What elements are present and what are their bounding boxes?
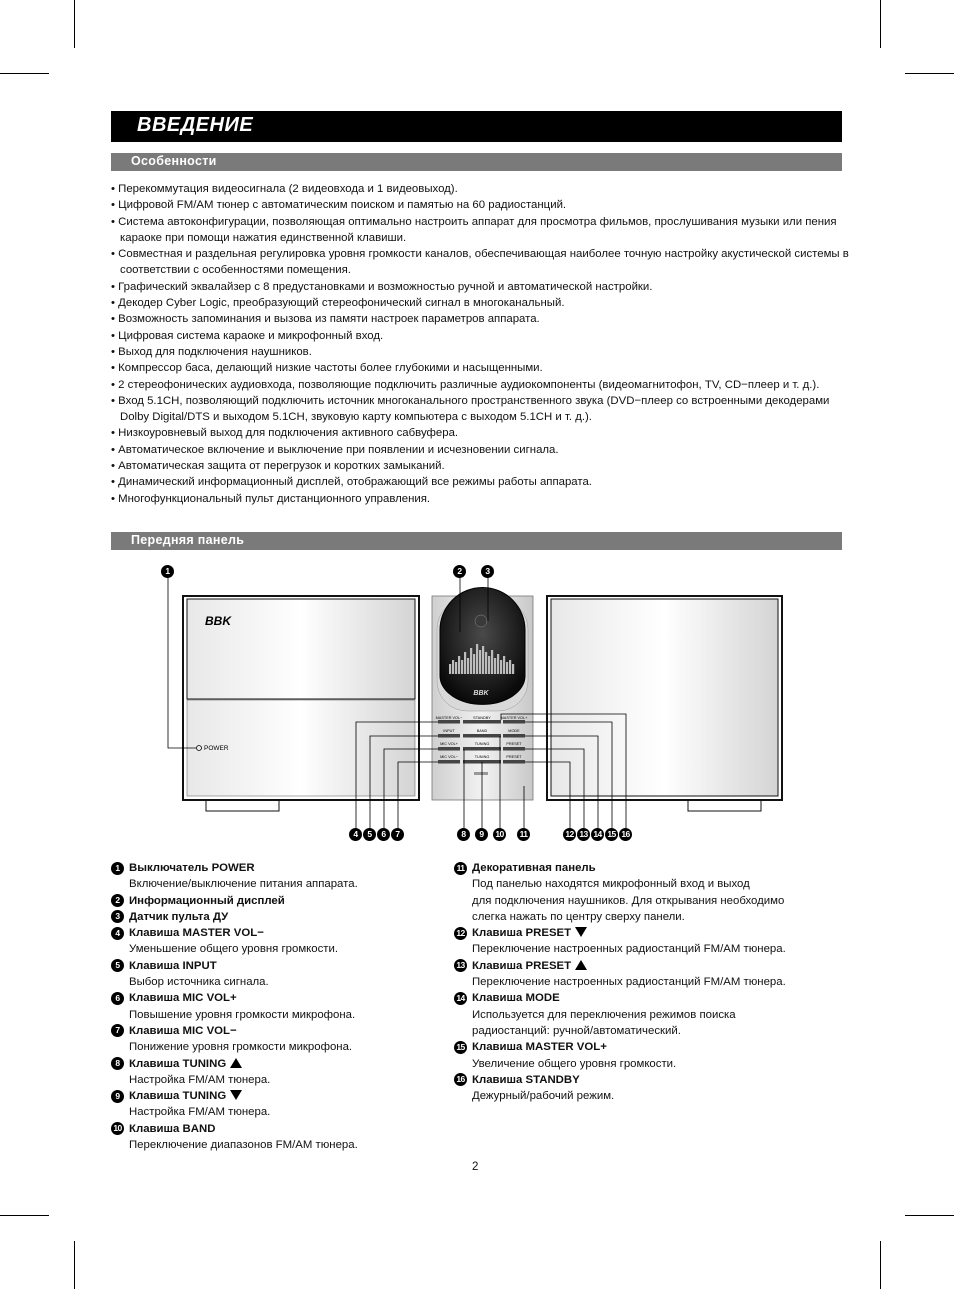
desc-title-text: Клавиша TUNING — [129, 1090, 227, 1103]
callout-5: 5 — [363, 828, 376, 841]
desc-text: Под панелью находятся микрофонный вход и выход — [472, 878, 750, 891]
desc-callout: 4 — [111, 927, 124, 940]
desc-text: Выбор источника сигнала. — [129, 976, 269, 989]
description-item — [454, 860, 874, 925]
callout-3: 3 — [481, 565, 494, 578]
desc-callout: 6 — [111, 992, 124, 1005]
desc-callout: 3 — [111, 910, 124, 923]
desc-title: Клавиша MASTER VOL− — [129, 927, 264, 940]
desc-title: Клавиша BAND — [129, 1122, 216, 1135]
desc-text: Включение/выключение питания аппарата. — [129, 878, 358, 891]
standby-button[interactable] — [463, 720, 501, 724]
triangle-up-icon — [575, 960, 587, 970]
desc-callout: 7 — [111, 1024, 124, 1037]
desc-title: Клавиша MASTER VOL+ — [472, 1041, 607, 1054]
desc-callout: 14 — [454, 992, 467, 1005]
description-item — [111, 860, 451, 893]
callout-2: 2 — [453, 565, 466, 578]
desc-callout: 8 — [111, 1057, 124, 1070]
front-panel-section-title: Передняя панель — [131, 533, 245, 547]
feature-item: • Автоматическое включение и выключение при появлении и исчезновении сигнала. — [111, 442, 851, 458]
band-button[interactable] — [463, 734, 501, 738]
desc-text: для подключения наушников. Для открывания необходимо — [472, 894, 785, 907]
mic-vol-minus-label: MIC VOL− — [440, 755, 458, 759]
desc-text: Понижение уровня громкости микрофона. — [129, 1041, 353, 1054]
callout-1: 1 — [161, 565, 174, 578]
feature-item: • Компрессор баса, делающий низкие частоты более глубокими и насыщенными. — [111, 360, 851, 376]
input-label: INPUT — [443, 729, 455, 733]
master-vol-plus-button[interactable] — [503, 720, 525, 724]
preset-down-label: PRESET — [506, 755, 522, 759]
callout-8: 8 — [457, 828, 470, 841]
power-label: POWER — [204, 745, 229, 752]
descriptions-left — [111, 860, 451, 1153]
feature-item: • Многофункциональный пульт дистанционного управления. — [111, 491, 851, 507]
desc-title-text: Клавиша PRESET — [472, 927, 572, 940]
desc-text: Увеличение общего уровня громкости. — [472, 1057, 677, 1070]
description-item — [111, 1023, 451, 1056]
callout-11: 11 — [517, 828, 530, 841]
desc-callout: 16 — [454, 1073, 467, 1086]
desc-callout: 9 — [111, 1090, 124, 1103]
desc-callout: 13 — [454, 959, 467, 972]
preset-down-button[interactable] — [503, 760, 525, 764]
desc-callout: 12 — [454, 927, 467, 940]
description-item — [454, 925, 874, 958]
feature-item: • Цифровая система караоке и микрофонный вход. — [111, 328, 851, 344]
descriptions-right — [454, 860, 874, 1104]
description-item — [111, 925, 451, 958]
desc-title: Клавиша INPUT — [129, 959, 217, 972]
desc-title: Датчик пульта ДУ — [129, 910, 229, 923]
desc-text: Настройка FM/AM тюнера. — [129, 1106, 271, 1119]
feature-item: • 2 стереофонических аудиовхода, позволяющие подключить различные аудиокомпоненты (видеомагнитофон, TV, CD−плеер и т. д.). — [111, 377, 851, 393]
desc-callout: 15 — [454, 1041, 467, 1054]
triangle-down-icon — [230, 1090, 242, 1100]
tuning-up-button[interactable] — [463, 747, 501, 751]
mode-label: MODE — [508, 729, 520, 733]
feature-item: • Возможность запоминания и вызова из памяти настроек параметров аппарата. — [111, 311, 851, 327]
mic-vol-minus-button[interactable] — [438, 760, 460, 764]
desc-text: слегка нажать по центру сверху панели. — [472, 910, 685, 923]
callout-7: 7 — [391, 828, 404, 841]
desc-title-text: Клавиша PRESET — [472, 959, 572, 972]
page-number: 2 — [472, 1161, 479, 1173]
feature-item: • Выход для подключения наушников. — [111, 344, 851, 360]
callout-6: 6 — [377, 828, 390, 841]
description-item — [111, 990, 451, 1023]
desc-text: радиостанций: ручной/автоматический. — [472, 1024, 681, 1037]
desc-title — [472, 925, 874, 941]
decorative-panel-slot — [474, 772, 488, 775]
desc-title: Клавиша STANDBY — [472, 1073, 580, 1086]
master-vol-minus-button[interactable] — [438, 720, 460, 724]
desc-title: Клавиша MIC VOL+ — [129, 992, 237, 1005]
callout-15: 15 — [605, 828, 618, 841]
description-item — [454, 958, 874, 991]
desc-title: Клавиша MODE — [472, 992, 560, 1005]
description-item — [111, 1121, 451, 1154]
callout-12: 12 — [563, 828, 576, 841]
tuning-down-label: TUNING — [474, 755, 490, 759]
feature-item: • Низкоуровневый выход для подключения активного сабвуфера. — [111, 425, 851, 441]
feature-item: • Динамический информационный дисплей, отображающий все режимы работы аппарата. — [111, 474, 851, 490]
desc-title: Выключатель POWER — [129, 862, 255, 874]
information-display — [440, 588, 525, 705]
callout-13: 13 — [577, 828, 590, 841]
desc-text: Переключение диапазонов FM/AM тюнера. — [129, 1139, 358, 1152]
tuning-up-label: TUNING — [474, 742, 490, 746]
feature-item: • Цифровой FM/AM тюнер с автоматическим поиском и памятью на 60 радиостанций. — [111, 197, 851, 213]
crop-mark — [74, 1241, 75, 1289]
desc-callout: 5 — [111, 959, 124, 972]
desc-text: Переключение настроенных радиостанций FM/AM тюнера. — [472, 976, 786, 989]
preset-up-label: PRESET — [506, 742, 522, 746]
desc-title: Декоративная панель — [472, 862, 596, 874]
brand-logo-display: BBK — [473, 690, 489, 697]
input-button[interactable] — [438, 734, 460, 738]
callout-14: 14 — [591, 828, 604, 841]
desc-text: Используется для переключения режимов поиска — [472, 1008, 736, 1021]
feature-item: • Перекоммутация видеосигнала (2 видеовхода и 1 видеовыход). — [111, 181, 851, 197]
crop-mark — [905, 1215, 954, 1216]
desc-title-text: Клавиша TUNING — [129, 1057, 227, 1070]
desc-text: Уменьшение общего уровня громкости. — [129, 943, 339, 956]
desc-callout: 10 — [111, 1122, 124, 1135]
desc-title: Клавиша MIC VOL− — [129, 1024, 237, 1037]
description-item — [111, 958, 451, 991]
band-label: BAND — [476, 729, 488, 733]
desc-text: Настройка FM/AM тюнера. — [129, 1073, 271, 1086]
mode-button[interactable] — [503, 734, 525, 738]
right-unit-panel — [551, 599, 778, 796]
description-item — [111, 893, 451, 909]
description-item — [454, 1039, 874, 1072]
desc-callout: 1 — [111, 862, 124, 875]
standby-button-label: STANDBY — [473, 716, 491, 720]
triangle-down-icon — [575, 927, 587, 937]
brand-logo-left: BBK — [205, 614, 231, 628]
desc-title — [129, 1088, 451, 1104]
description-item — [454, 1072, 874, 1105]
description-item — [111, 909, 451, 925]
mic-vol-plus-button[interactable] — [438, 747, 460, 751]
features-section-title: Особенности — [131, 154, 217, 168]
description-item — [454, 990, 874, 1039]
preset-up-button[interactable] — [503, 747, 525, 751]
desc-text: Дежурный/рабочий режим. — [472, 1090, 615, 1103]
triangle-up-icon — [230, 1058, 242, 1068]
mic-vol-plus-label: MIC VOL+ — [440, 742, 458, 746]
crop-mark — [880, 1241, 881, 1289]
feature-item: • Вход 5.1CH, позволяющий подключить источник многоканального пространственного звука (DVD−плеер со встроенными декодерами Dolby Digital/DTS и выходом 5.1CH, звуковую карту компьютера с выходом 5.1CH и т. д.). — [111, 393, 851, 426]
description-item — [111, 1088, 451, 1121]
feature-item: • Автоматическая защита от перегрузок и коротких замыканий. — [111, 458, 851, 474]
desc-title — [129, 1056, 451, 1072]
master-vol-plus-label: MASTER VOL+ — [500, 716, 528, 720]
desc-callout: 2 — [111, 894, 124, 907]
master-vol-minus-label: MASTER VOL− — [435, 716, 463, 720]
feature-item: • Декодер Cyber Logic, преобразующий стереофонический сигнал в многоканальный. — [111, 295, 851, 311]
callout-9: 9 — [475, 828, 488, 841]
page-title: ВВЕДЕНИЕ — [137, 114, 254, 136]
remote-sensor — [475, 615, 487, 627]
callout-10: 10 — [493, 828, 506, 841]
desc-title: Информационный дисплей — [129, 894, 285, 907]
feature-item: • Совместная и раздельная регулировка уровня громкости каналов, обеспечивающая наиболее точную настройку акустической системы в соответствии с особенностями помещения. — [111, 246, 851, 279]
callout-4: 4 — [349, 828, 362, 841]
feature-item: • Система автоконфигурации, позволяющая оптимально настроить аппарат для просмотра фильмов, прослушивания музыки или пения караоке при помощи нажатия единственной клавиши. — [111, 214, 851, 247]
description-item — [111, 1056, 451, 1089]
desc-callout: 11 — [454, 862, 467, 875]
feature-item: • Графический эквалайзер с 8 предустановками и возможностью ручной и автоматической настройки. — [111, 279, 851, 295]
desc-text: Переключение настроенных радиостанций FM/AM тюнера. — [472, 943, 786, 956]
crop-mark — [0, 1215, 49, 1216]
callout-16: 16 — [619, 828, 632, 841]
desc-text: Повышение уровня громкости микрофона. — [129, 1008, 356, 1021]
desc-title — [472, 958, 874, 974]
